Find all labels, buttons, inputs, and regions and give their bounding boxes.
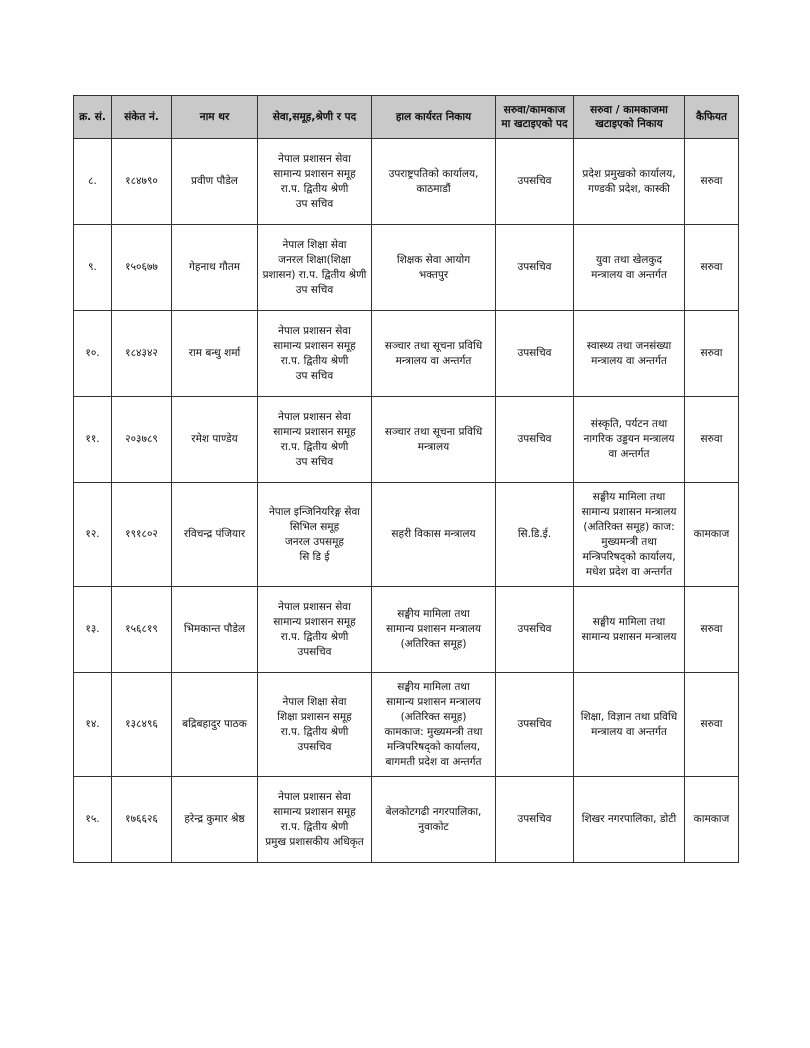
header-serial: क्र. सं. [74,96,112,139]
cell-assigned-office: सङ्घीय मामिला तथा सामान्य प्रशासन मन्त्रालय (अतिरिक्त समूह) काज: मुख्यमन्त्री तथा मन्त्रिपरिषद्को कार्यालय, मधेश प्रदेश वा अन्तर्गत [574,483,685,587]
table-row [74,311,739,397]
cell-remark: सरुवा [685,139,739,225]
cell-current-office: सङ्घीय मामिला तथा सामान्य प्रशासन मन्त्रालय (अतिरिक्त समूह) [372,587,496,673]
cell-current-office: शिक्षक सेवा आयोग भक्तपुर [372,225,496,311]
header-service: सेवा,समूह,श्रेणी र पद [258,96,372,139]
table-header-row [74,96,739,139]
cell-name: राम बन्धु शर्मा [172,311,258,397]
cell-assigned-office: प्रदेश प्रमुखको कार्यालय, गण्डकी प्रदेश, कास्की [574,139,685,225]
cell-service: नेपाल शिक्षा सेवा शिक्षा प्रशासन समूह रा.प. द्वितीय श्रेणी उपसचिव [258,673,372,777]
table-row [74,225,739,311]
cell-name: प्रवीण पौडेल [172,139,258,225]
cell-code: १९१८०२ [112,483,172,587]
cell-code: २०३७८९ [112,397,172,483]
cell-code: १८४७९० [112,139,172,225]
cell-service: नेपाल शिक्षा सेवा जनरल शिक्षा(शिक्षा प्रशासन) रा.प. द्वितीय श्रेणी उप सचिव [258,225,372,311]
cell-current-office: उपराष्ट्रपतिको कार्यालय, काठमाडौं [372,139,496,225]
cell-assigned-post: उपसचिव [496,587,574,673]
transfer-table [73,95,739,863]
cell-assigned-post: सि.डि.ई. [496,483,574,587]
cell-assigned-post: उपसचिव [496,139,574,225]
cell-name: भिमकान्त पौडेल [172,587,258,673]
cell-service: नेपाल प्रशासन सेवा सामान्य प्रशासन समूह रा.प. द्वितीय श्रेणी उपसचिव [258,587,372,673]
header-code: संकेत नं. [112,96,172,139]
cell-name: गेहनाथ गौतम [172,225,258,311]
cell-code: १३८४९६ [112,673,172,777]
cell-serial: १४. [74,673,112,777]
cell-remark: सरुवा [685,673,739,777]
cell-serial: १५. [74,777,112,863]
cell-serial: ११. [74,397,112,483]
cell-assigned-office: स्वास्थ्य तथा जनसंख्या मन्त्रालय वा अन्तर्गत [574,311,685,397]
cell-serial: १२. [74,483,112,587]
cell-current-office: सहरी विकास मन्त्रालय [372,483,496,587]
cell-current-office: सञ्चार तथा सूचना प्रविधि मन्त्रालय वा अन्तर्गत [372,311,496,397]
cell-current-office: सञ्चार तथा सूचना प्रविधि मन्त्रालय [372,397,496,483]
cell-service: नेपाल प्रशासन सेवा सामान्य प्रशासन समूह रा.प. द्वितीय श्रेणी उप सचिव [258,397,372,483]
table-row [74,673,739,777]
cell-assigned-office: युवा तथा खेलकुद मन्त्रालय वा अन्तर्गत [574,225,685,311]
cell-code: १८४३४२ [112,311,172,397]
table-row [74,777,739,863]
cell-service: नेपाल प्रशासन सेवा सामान्य प्रशासन समूह रा.प. द्वितीय श्रेणी प्रमुख प्रशासकीय अधिकृत [258,777,372,863]
cell-code: १५०६७७ [112,225,172,311]
header-remarks: कैफियत [685,96,739,139]
cell-name: रविचन्द्र पंजियार [172,483,258,587]
table-row [74,483,739,587]
cell-current-office: सङ्घीय मामिला तथा सामान्य प्रशासन मन्त्रालय (अतिरिक्त समूह) कामकाज: मुख्यमन्त्री तथा मन्त्रिपरिषद्को कार्यालय, बागमती प्रदेश वा अन्तर्गत [372,673,496,777]
cell-assigned-post: उपसचिव [496,311,574,397]
header-assigned-post: सरुवा/कामकाज मा खटाइएको पद [496,96,574,139]
cell-remark: सरुवा [685,587,739,673]
cell-assigned-office: संस्कृति, पर्यटन तथा नागरिक उड्डयन मन्त्रालय वा अन्तर्गत [574,397,685,483]
cell-name: हरेन्द्र कुमार श्रेष्ठ [172,777,258,863]
cell-serial: १३. [74,587,112,673]
cell-remark: सरुवा [685,225,739,311]
cell-name: रमेश पाण्डेय [172,397,258,483]
cell-remark: सरुवा [685,397,739,483]
cell-current-office: बेलकोटगढी नगरपालिका, नुवाकोट [372,777,496,863]
cell-assigned-office: सङ्घीय मामिला तथा सामान्य प्रशासन मन्त्रालय [574,587,685,673]
cell-serial: ९. [74,225,112,311]
cell-assigned-office: शिखर नगरपालिका, डोटी [574,777,685,863]
cell-assigned-post: उपसचिव [496,397,574,483]
cell-remark: सरुवा [685,311,739,397]
table-row [74,587,739,673]
header-current-office: हाल कार्यरत निकाय [372,96,496,139]
cell-service: नेपाल प्रशासन सेवा सामान्य प्रशासन समूह रा.प. द्वितीय श्रेणी उप सचिव [258,311,372,397]
cell-assigned-post: उपसचिव [496,673,574,777]
cell-serial: ८. [74,139,112,225]
cell-name: बद्रिबहादुर पाठक [172,673,258,777]
cell-assigned-office: शिक्षा, विज्ञान तथा प्रविधि मन्त्रालय वा अन्तर्गत [574,673,685,777]
cell-code: १७६६२६ [112,777,172,863]
cell-assigned-post: उपसचिव [496,777,574,863]
table-row [74,397,739,483]
cell-serial: १०. [74,311,112,397]
cell-remark: कामकाज [685,483,739,587]
cell-assigned-post: उपसचिव [496,225,574,311]
transfer-table-container [73,95,738,863]
cell-service: नेपाल इन्जिनियरिङ्ग सेवा सिभिल समूह जनरल उपसमूह सि डि ई [258,483,372,587]
cell-code: १५६८१९ [112,587,172,673]
table-row [74,139,739,225]
header-name: नाम थर [172,96,258,139]
cell-service: नेपाल प्रशासन सेवा सामान्य प्रशासन समूह रा.प. द्वितीय श्रेणी उप सचिव [258,139,372,225]
header-assigned-office: सरुवा / कामकाजमा खटाइएको निकाय [574,96,685,139]
cell-remark: कामकाज [685,777,739,863]
